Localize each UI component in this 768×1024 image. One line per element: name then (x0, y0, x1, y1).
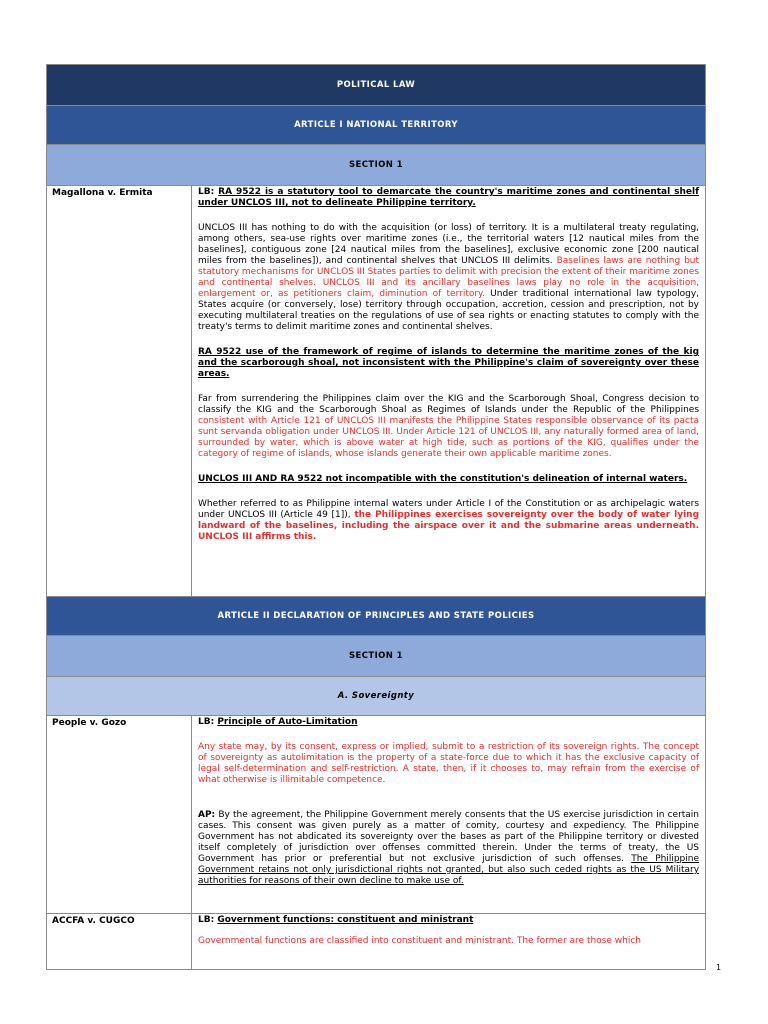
lb-text: Principle of Auto-Limitation (217, 717, 358, 727)
case-body-accfa (192, 914, 706, 970)
header-row-political-law (47, 65, 706, 106)
underlined-text: The Philippine Government retains not only jurisdictional rights not granted, but also such ceded rights as the US Military authorities for reasons of their own decline to make use of. (198, 854, 700, 886)
lb-prefix: LB: (198, 915, 218, 925)
case-body-gozo (192, 716, 706, 914)
case-body-magallona (192, 186, 706, 597)
highlight-text: Any state may, by its consent, express or implied, submit to a restriction of its sovereign rights. The concept of sovereignty as autolimitation is the property of a state-force due to which it has the exclusive capacity of legal self-determination and self-restriction. A state, then, if it chooses to, may refrain from the exercise of what otherwise is illimitable competence. (198, 742, 700, 785)
paragraph-text: Whether referred to as Philippine internal waters under Article I of the Constitution or as archipelagic waters under UNCLOS III (Article 49 [1]), (198, 499, 700, 520)
highlight-text: consistent with Article 121 of UNCLOS III manifests the Philippine States responsible observance of its pacta sunt servanda obligation under UNCLOS III. Under Article 121 of UNCLOS III, any naturally formed area of land, surrounded by water, which is above water at high tide, such as portions of the KIG, qualifies under the category of regime of islands, whose islands generate their own applicable maritime zones. (198, 416, 700, 459)
paragraph-text: Under traditional international law typology, States acquire (or conversely, lose) territory through occupation, accretion, cession and prescription, not by executing multilateral treaties on the regulations of use of sea rights or enacting statutes to comply with the treaty's terms to delimit maritime zones and continental shelves. (198, 289, 700, 332)
case-name-accfa: ACCFA v. CUGCO (47, 914, 192, 970)
ap-prefix: AP: (198, 810, 216, 820)
header-row-sovereignty (47, 677, 706, 716)
lb-text: Government functions: constituent and ministrant (217, 915, 474, 925)
subheading: RA 9522 use of the framework of regime of islands to determine the maritime zones of the kig and the scarborough shoal, not inconsistent with the Philippine's claim of sovereignty over these areas. (198, 347, 700, 379)
subheading: UNCLOS III AND RA 9522 not incompatible with the constitution's delineation of internal waters. (198, 474, 688, 484)
header-row-section1-b (47, 636, 706, 677)
header-article-1: ARTICLE I NATIONAL TERRITORY (47, 106, 706, 145)
highlight-text: Baselines laws are nothing but statutory mechanisms for UNCLOS III States parties to delimit with precision the extent of their maritime zones and continental shelves. UNCLOS III and its ancillary baselines laws play no role in the acquisition, enlargement or, as petitioners claim, diminution of territory. (198, 256, 700, 299)
digest-table (46, 64, 706, 970)
highlight-text: Governmental functions are classified into constituent and ministrant. The former are those which (198, 936, 641, 946)
lb-prefix: LB: (198, 187, 219, 197)
document-page (46, 64, 705, 970)
header-row-article2 (47, 597, 706, 636)
table-row (47, 914, 706, 970)
lb-text: RA 9522 is a statutory tool to demarcate the country's maritime zones and continental shelf under UNCLOS III, not to delineate Philippine territory. (198, 187, 700, 208)
page-number: 1 (716, 963, 722, 972)
header-article-2: ARTICLE II DECLARATION OF PRINCIPLES AND STATE POLICIES (47, 597, 706, 636)
case-name-gozo: People v. Gozo (47, 716, 192, 914)
table-row (47, 186, 706, 597)
paragraph-text: UNCLOS III has nothing to do with the acquisition (or loss) of territory. It is a multilateral treaty regulating, among others, sea-use rights over maritime zones (i.e., the territorial waters [12 nautical miles from the baselines], contiguous zone [24 nautical miles from the baselines], exclusive economic zone [200 nautical miles from the baselines]), and continental shelves that UNCLOS III delimits. (198, 223, 700, 266)
table-row (47, 716, 706, 914)
case-name-magallona: Magallona v. Ermita (47, 186, 192, 597)
highlight-text: the Philippines exercises sovereignty over the body of water lying landward of the baselines, including the airspace over it and the submarine areas underneath. UNCLOS III affirms this. (198, 510, 700, 542)
header-section-1: SECTION 1 (47, 636, 706, 677)
header-section-1: SECTION 1 (47, 145, 706, 186)
header-row-article1 (47, 106, 706, 145)
header-subsection-sovereignty: A. Sovereignty (47, 677, 706, 716)
header-row-section1 (47, 145, 706, 186)
paragraph-text: Far from surrendering the Philippines claim over the KIG and the Scarborough Shoal, Congress decision to classify the KIG and the Scarborough Shoal as Regimes of Islands under the Republic of the Philippines (198, 394, 700, 415)
header-political-law: POLITICAL LAW (47, 65, 706, 106)
lb-prefix: LB: (198, 717, 218, 727)
paragraph-text: By the agreement, the Philippine Government merely consents that the US exercise jurisdiction in certain cases. This consent was given purely as a matter of comity, courtesy and expediency. The Philippine Government has not abdicated its sovereignty over the bases as part of the Philippine territory or divested itself completely of jurisdiction over offenses committed therein. Under the terms of treaty, the US Government has prior or preferential but not exclusive jurisdiction of such offenses. (198, 810, 700, 864)
